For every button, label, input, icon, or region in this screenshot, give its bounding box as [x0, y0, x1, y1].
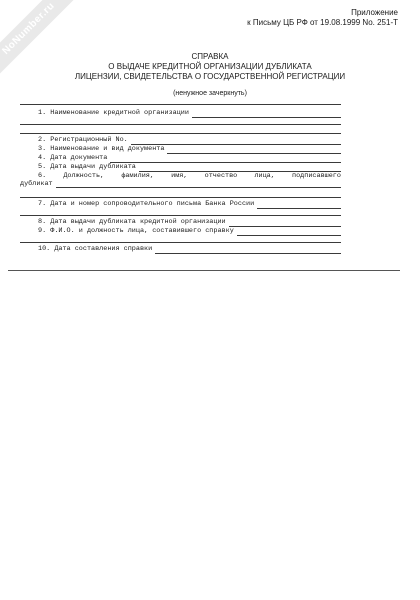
- field-signer-word: фамилия,: [121, 172, 154, 180]
- title-line-3: ЛИЦЕНЗИИ, СВИДЕТЕЛЬСТВА О ГОСУДАРСТВЕННОЙ РЕГИСТРАЦИИ: [74, 72, 346, 81]
- field-signer-line-2: [20, 180, 341, 188]
- field-doc-date-label: 4. Дата документа: [38, 154, 108, 162]
- field-doc-name: [38, 145, 341, 154]
- field-compose-date-blank: [155, 246, 341, 254]
- bottom-rule: [8, 270, 400, 271]
- separator-line: [20, 215, 341, 216]
- field-org-name-label: 1. Наименование кредитной организации: [38, 109, 189, 117]
- field-reg-number-label: 2. Регистрационный No.: [38, 136, 128, 144]
- separator-line: [20, 104, 341, 105]
- field-compose-date-label: 10. Дата составления справки: [38, 245, 153, 253]
- separator-line: [20, 197, 341, 198]
- field-signer-word: Должность,: [63, 172, 105, 180]
- field-doc-date: [38, 154, 341, 163]
- field-org-name-blank: [192, 110, 341, 118]
- title-line-2: О ВЫДАЧЕ КРЕДИТНОЙ ОРГАНИЗАЦИИ ДУБЛИКАТА: [108, 62, 312, 71]
- watermark-ribbon: NoNumber.ru: [0, 0, 90, 90]
- field-org-name: [38, 109, 341, 118]
- field-signer-word: 6.: [38, 172, 47, 180]
- appendix-line-1: Приложение: [351, 8, 398, 17]
- separator-line: [20, 242, 341, 243]
- field-signer-blank: [56, 180, 341, 188]
- strike-note: (ненужное зачеркнуть): [173, 90, 247, 97]
- field-signer-word: лица,: [254, 172, 275, 180]
- field-compiler-label: 9. Ф.И.О. и должность лица, составившего справку: [38, 227, 234, 235]
- field-signer-cont: дубликат: [20, 180, 53, 188]
- field-cover-letter: [38, 200, 341, 209]
- field-doc-date-blank: [110, 155, 341, 163]
- document-title: [0, 52, 420, 82]
- field-compiler: [38, 227, 341, 236]
- field-doc-name-blank: [167, 146, 341, 154]
- blank-line: [20, 133, 341, 134]
- field-signer-word: имя,: [171, 172, 188, 180]
- title-line-1: СПРАВКА: [191, 52, 229, 61]
- field-doc-name-label: 3. Наименование и вид документа: [38, 145, 165, 153]
- field-signer-line-1: [20, 172, 341, 180]
- field-compose-date: [38, 245, 341, 254]
- field-delivery-date: [38, 218, 341, 227]
- field-issue-date: [38, 163, 341, 172]
- field-signer: [20, 172, 341, 188]
- blank-line: [20, 124, 341, 125]
- field-reg-number-blank: [131, 137, 341, 145]
- field-compiler-blank: [237, 228, 341, 236]
- field-issue-date-label: 5. Дата выдачи дубликата: [38, 163, 136, 171]
- field-signer-word: отчество: [204, 172, 238, 180]
- field-delivery-date-label: 8. Дата выдачи дубликата кредитной организации: [38, 218, 226, 226]
- field-cover-letter-blank: [257, 201, 341, 209]
- field-delivery-date-blank: [229, 219, 341, 227]
- field-reg-number: [38, 136, 341, 145]
- field-issue-date-blank: [139, 164, 341, 172]
- appendix-line-2: к Письму ЦБ РФ от 19.08.1999 No. 251-Т: [247, 18, 398, 27]
- appendix-note: [247, 8, 398, 28]
- field-cover-letter-label: 7. Дата и номер сопроводительного письма Банка России: [38, 200, 255, 208]
- field-signer-word: подписавшего: [292, 172, 341, 180]
